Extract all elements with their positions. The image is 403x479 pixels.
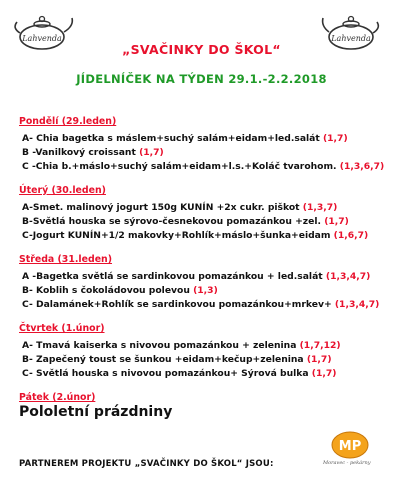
svg-text:MP: MP xyxy=(338,439,362,454)
menu-item: C- Světlá houska s nivovou pomazánkou+ Sýrová bulka (1,7) xyxy=(22,368,337,379)
partner-text: PARTNEREM PROJEKTU „SVAČINKY DO ŠKOL“ JSOU: xyxy=(19,459,274,469)
menu-item: C- Dalamánek+Rohlík se sardinkovou pomazánkou+mrkev+ (1,3,4,7) xyxy=(22,299,380,310)
weekly-menu xyxy=(19,109,399,412)
svg-text:Lahvenda: Lahvenda xyxy=(331,34,371,43)
holiday-note: Pololetní prázdniny xyxy=(19,404,173,420)
menu-subtitle: JÍDELNÍČEK NA TÝDEN 29.1.-2.2.2018 xyxy=(76,72,327,86)
day-label: Pátek (2.únor) xyxy=(19,392,96,403)
day-monday xyxy=(19,109,399,174)
menu-item: B-Světlá houska se sýrovo-česnekovou pomazánkou +zel. (1,7) xyxy=(22,216,349,227)
day-label: Úterý (30.leden) xyxy=(19,185,106,196)
menu-item: C-Jogurt KUNÍN+1/2 makovky+Rohlík+máslo+šunka+eidam (1,6,7) xyxy=(22,230,369,241)
day-wednesday xyxy=(19,247,399,312)
menu-item: A-Smet. malinový jogurt 150g KUNÍN +2x cukr. piškot (1,3,7) xyxy=(22,202,338,213)
day-label: Čtvrtek (1.únor) xyxy=(19,323,105,334)
day-tuesday xyxy=(19,178,399,243)
menu-item: A- Chia bagetka s máslem+suchý salám+eidam+led.salát (1,7) xyxy=(22,133,348,144)
menu-item: B- Zapečený toust se šunkou +eidam+kečup+zelenina (1,7) xyxy=(22,354,332,365)
menu-item: A- Tmavá kaiserka s nivovou pomazánkou + zelenina (1,7,12) xyxy=(22,340,341,351)
mp-logo-caption: Moravec - pekárny xyxy=(323,460,371,466)
day-thursday xyxy=(19,316,399,381)
day-label: Středa (31.leden) xyxy=(19,254,113,265)
page-title: „SVAČINKY DO ŠKOL“ xyxy=(122,42,281,57)
menu-item: A -Bagetka světlá se sardinkovou pomazánkou + led.salát (1,3,4,7) xyxy=(22,271,371,282)
day-label: Pondělí (29.leden) xyxy=(19,116,117,127)
menu-item: B- Koblih s čokoládovou polevou (1,3) xyxy=(22,285,218,296)
svg-text:Lahvenda: Lahvenda xyxy=(22,34,62,43)
menu-item: C -Chia b.+máslo+suchý salám+eidam+l.s.+Koláč tvarohom. (1,3,6,7) xyxy=(22,161,385,172)
menu-item: B -Vanilkový croissant (1,7) xyxy=(22,147,164,158)
